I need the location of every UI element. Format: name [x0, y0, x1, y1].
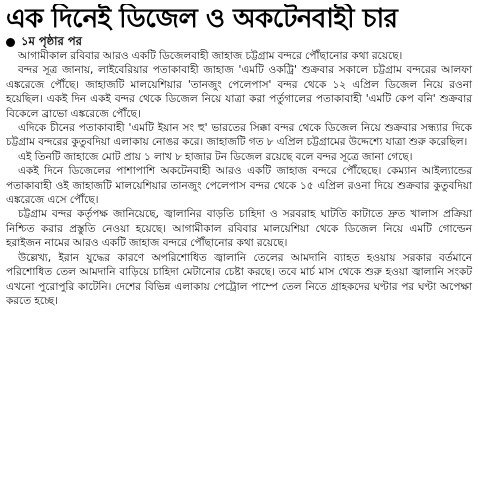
article-headline: এক দিনেই ডিজেল ও অকটেনবাহী চার	[6, 4, 398, 34]
article-paragraph: আগামীকাল রবিবার আরও একটি ডিজেলবাহী জাহাজ চট্টগ্রাম বন্দরে পৌঁছানোর কথা রয়েছে।	[18, 50, 403, 62]
article-paragraph: এদিকে চীনের পতাকাবাহী 'এমটি ইয়ান সং হু' ভারতের সিক্কা বন্দর থেকে ডিজেল নিয়ে শুক্রবার সন্ধ্যার দিকে চট্টগ্রাম বন্দরের কুতুবদিয়া এলাকায় নোঙর করে। জাহাজটি গত ৮ এপ্রিল চট্টগ্রামের উদ্দেশ্যে যাত্রা শুরু করেছিল।	[6, 122, 472, 149]
article-body	[6, 49, 472, 308]
article-paragraph: উল্লেখ্য, ইরান যুদ্ধের কারণে অপরিশোধিত জ্বালানি তেলের আমদানি ব্যাহত হওয়ায় সরকার বর্তমানে পরিশোধিত তেল আমদানি বাড়িয়ে চাহিদা মেটানোর চেষ্টা করছে। তবে মার্চ মাস থেকে শুরু হওয়া জ্বালানি সংকট এখনো পুরোপুরি কাটেনি। দেশের বিভিন্ন এলাকায় পেট্রোল পাম্পে তেল নিতে গ্রাহকদের ঘণ্টার পর ঘণ্টা অপেক্ষা করতে হচ্ছে।	[6, 251, 472, 307]
article-paragraph: এই তিনটি জাহাজে মোট প্রায় ১ লাখ ৮ হাজার টন ডিজেল রয়েছে বলে বন্দর সূত্রে জানা গেছে।	[18, 150, 413, 163]
article-paragraph: বন্দর সূত্র জানায়, লাইবেরিয়ার পতাকাবাহী জাহাজ 'এমটি ওকট্রি' শুক্রবার সকালে চট্টগ্রাম বন্দরের আলফা এঙ্করেজে পৌঁছে। জাহাজটি মালয়েশিয়ার 'তানজুং পেলেপাস' বন্দর থেকে ১২ এপ্রিল ডিজেল নিয়ে রওনা হয়েছিল। একই দিন একই বন্দর থেকে ডিজেল নিয়ে যাত্রা করা পর্তুগালের পতাকাবাহী 'এমটি কেপ বনি' শুক্রবার বিকেলে ব্রাভো এঙ্করেজে পৌঁছে।	[6, 64, 472, 120]
article-paragraph: চট্টগ্রাম বন্দর কর্তৃপক্ষ জানিয়েছে, জ্বালানির বাড়তি চাহিদা ও সরবরাহ ঘাটতি কাটাতে দ্রুত খালাস প্রক্রিয়া নিশ্চিত করার প্রস্তুতি নেওয়া হয়েছে। আগামীকাল রবিবার মালয়েশিয়া থেকে ডিজেল নিয়ে এমটি গোল্ডেন হরাইজন নামের আরও একটি জাহাজ বন্দরে পৌঁছানোর কথা রয়েছে।	[6, 208, 472, 250]
continued-from-label: ১ম পৃষ্ঠার পর	[21, 33, 82, 48]
continued-line	[6, 35, 472, 49]
bullet-icon	[6, 38, 15, 47]
article-paragraph: একই দিনে ডিজেলের পাশাপাশি অকটেনবাহী আরও একটি জাহাজ বন্দরে পৌঁছেছে। কেম্যান আইল্যান্ডের পতাকাবাহী ওই জাহাজটি মালয়েশিয়ার তানজুং পেলেপাস বন্দর থেকে ১৫ এপ্রিল রওনা দিয়ে শুক্রবার কুতুবদিয়া এঙ্করেজে এসে পৌঁছে।	[6, 165, 472, 207]
